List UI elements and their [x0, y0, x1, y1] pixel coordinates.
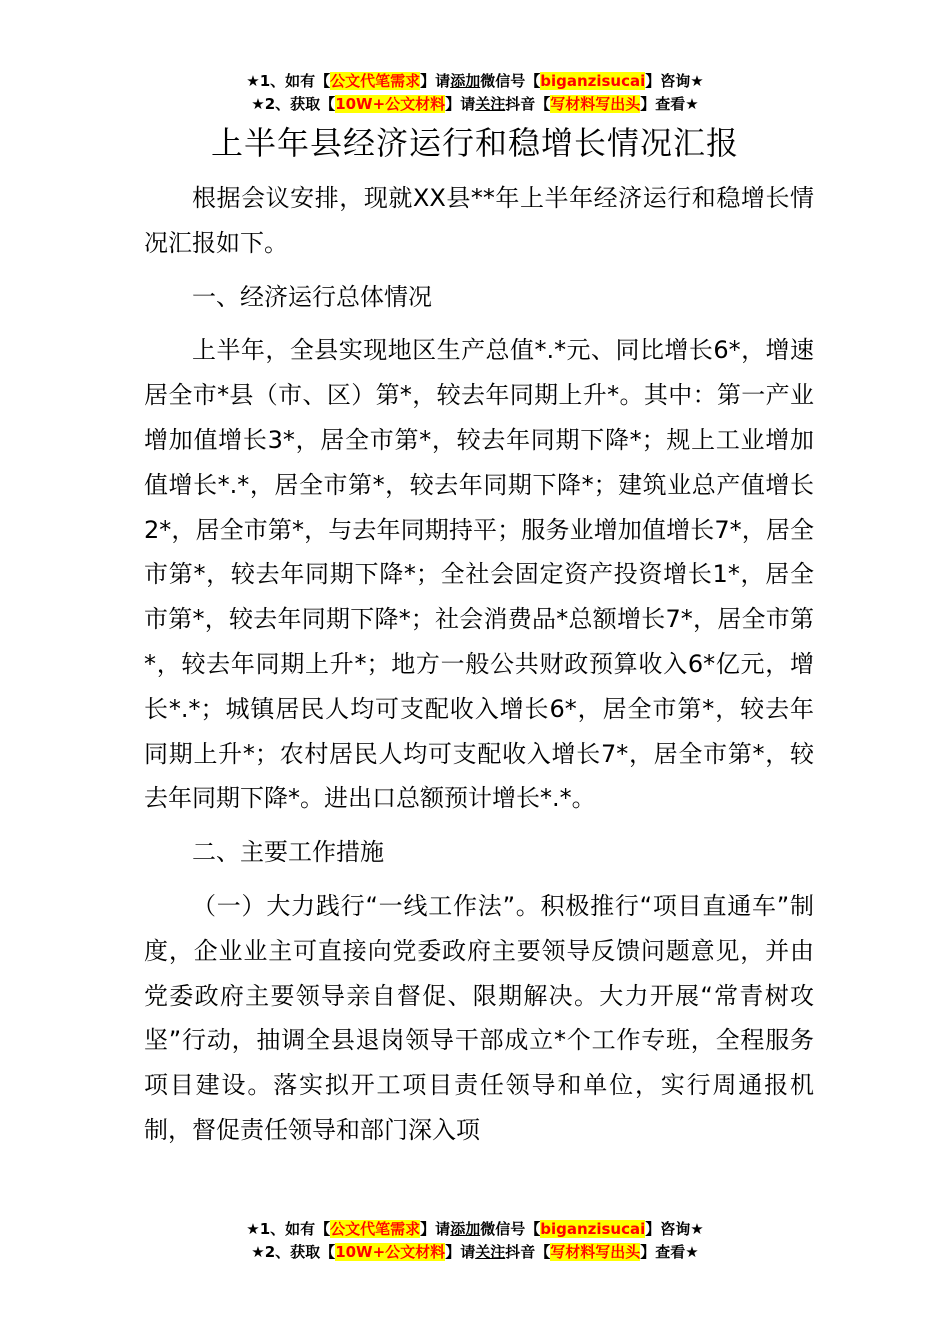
promo-text: 】请 [445, 1243, 476, 1261]
promo-text: ★1、如有【 [246, 1220, 331, 1238]
promo-underlined-text: 添加 [450, 72, 481, 90]
promo-highlight-douyin-account: 写材料写出头 [550, 1243, 641, 1261]
promo-text: 】咨询★ [645, 1220, 704, 1238]
promo-text: 】请 [420, 72, 451, 90]
promo-text: 微信号【 [480, 1220, 541, 1238]
promo-banner-bottom [0, 1218, 950, 1264]
measures-paragraph: （一）大力践行“一线工作法”。积极推行“项目直通车”制度，企业业主可直接向党委政府主要领导反馈问题意见，并由党委政府主要领导亲自督促、限期解决。大力开展“常青树攻坚”行动，抽调全县退岗领导干部成立*个工作专班，全程服务项目建设。落实拟开工项目责任领导和单位，实行周通报机制，督促责任领导和部门深入项 [144, 891, 814, 1144]
promo-text: 微信号【 [480, 72, 541, 90]
section-heading-measures: 二、主要工作措施 [192, 838, 384, 867]
promo-text: ★2、获取【 [251, 1243, 336, 1261]
promo-banner-top [0, 70, 950, 116]
promo-text: 抖音【 [505, 95, 551, 113]
promo-text: 抖音【 [505, 1243, 551, 1261]
promo-line-2 [0, 93, 950, 116]
promo-highlight-service: 公文代笔需求 [330, 72, 421, 90]
promo-underlined-text: 关注 [475, 1243, 506, 1261]
promo-text: 】查看★ [640, 1243, 699, 1261]
promo-line-1 [0, 1218, 950, 1241]
promo-text: 】查看★ [640, 95, 699, 113]
promo-line-2 [0, 1241, 950, 1264]
intro-paragraph: 根据会议安排，现就XX县**年上半年经济运行和稳增长情况汇报如下。 [144, 184, 814, 257]
promo-highlight-wechat-id: biganzisucai [540, 72, 646, 90]
promo-highlight-douyin-account: 写材料写出头 [550, 95, 641, 113]
promo-text: 】咨询★ [645, 72, 704, 90]
section-heading-overview: 一、经济运行总体情况 [192, 282, 432, 311]
promo-underlined-text: 添加 [450, 1220, 481, 1238]
promo-highlight-service: 公文代笔需求 [330, 1220, 421, 1238]
promo-highlight-wechat-id: biganzisucai [540, 1220, 646, 1238]
promo-highlight-materials: 10W+公文材料 [335, 95, 446, 113]
document-title: 上半年县经济运行和稳增长情况汇报 [210, 124, 739, 162]
promo-underlined-text: 关注 [475, 95, 506, 113]
promo-text: ★2、获取【 [251, 95, 336, 113]
promo-highlight-materials: 10W+公文材料 [335, 1243, 446, 1261]
promo-text: ★1、如有【 [246, 72, 331, 90]
promo-text: 】请 [445, 95, 476, 113]
document-body [144, 176, 814, 1153]
promo-text: 】请 [420, 1220, 451, 1238]
overview-paragraph: 上半年，全县实现地区生产总值*.*元、同比增长6*，增速居全市*县（市、区）第*，较去年同期上升*。其中：第一产业增加值增长3*，居全市第*，较去年同期下降*；规上工业增加值增长*.*，居全市第*，较去年同期下降*；建筑业总产值增长2*，居全市第*，与去年同期持平；服务业增加值增长7*，居全市第*，较去年同期下降*；全社会固定资产投资增长1*，居全市第*，较去年同期下降*；社会消费品*总额增长7*，居全市第*，较去年同期上升*；地方一般公共财政预算收入6*亿元，增长*.*；城镇居民人均可支配收入增长6*，居全市第*，较去年同期上升*；农村居民人均可支配收入增长7*，居全市第*，较去年同期下降*。进出口总额预计增长*.*。 [144, 336, 814, 813]
promo-line-1 [0, 70, 950, 93]
